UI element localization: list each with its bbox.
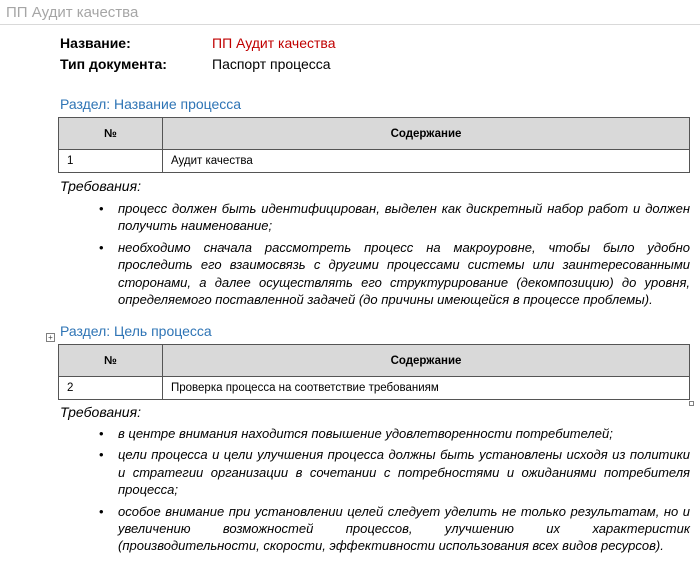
bullet-icon: • [99, 503, 104, 519]
requirements-label: Требования: [60, 178, 141, 194]
list-item [97, 446, 690, 498]
table-cell-content[interactable]: Проверка процесса на соответствие требованиям [163, 377, 690, 400]
table-header-content: Содержание [163, 118, 690, 150]
process-goal-table [58, 344, 690, 400]
table-header-number: № [59, 118, 163, 150]
requirement-text: особое внимание при установлении целей следует уделить не только результатам, но и увеличению возможностей процессов, улучшению их характеристик (производительности, скорости, эффективности использования всех видов ресурсов). [118, 503, 690, 554]
list-item [97, 200, 690, 235]
header-divider [0, 24, 700, 25]
meta-row-doc-type [60, 56, 331, 72]
section-heading-process-name: Раздел: Название процесса [60, 96, 242, 112]
bullet-icon: • [99, 447, 104, 463]
table-header-content: Содержание [163, 345, 690, 377]
table-cell-content[interactable]: Аудит качества [163, 150, 690, 173]
meta-label-doc-type: Тип документа: [60, 56, 167, 72]
bullet-icon: • [99, 426, 104, 441]
requirements-list [97, 200, 690, 312]
document-header-title: ПП Аудит качества [6, 4, 139, 21]
section-heading-process-goal: Раздел: Цель процесса [60, 323, 212, 339]
table-move-icon[interactable]: + [46, 333, 55, 342]
bullet-icon: • [99, 239, 104, 255]
table-header-row [59, 118, 690, 150]
requirement-text: процесс должен быть идентифицирован, выделен как дискретный набор работ и должен получить наименование; [118, 201, 690, 234]
list-item [97, 239, 690, 309]
table-row [59, 377, 690, 400]
table-cell-number[interactable]: 2 [59, 377, 163, 400]
meta-label-name: Название: [60, 35, 131, 51]
table-resize-handle[interactable] [689, 401, 694, 406]
list-item [97, 503, 690, 555]
meta-value-name: ПП Аудит качества [212, 35, 336, 51]
table-header-number: № [59, 345, 163, 377]
table-row [59, 150, 690, 173]
requirements-list [97, 425, 690, 559]
list-item [97, 425, 690, 442]
requirement-text: цели процесса и цели улучшения процесса должны быть установлены исходя из политики и стратегии организации в сочетании с потребностями и ожиданиями потребителя процесса; [118, 447, 690, 498]
meta-value-doc-type: Паспорт процесса [212, 56, 331, 72]
meta-row-name [60, 35, 336, 51]
process-name-table [58, 117, 690, 173]
requirement-text: в центре внимания находится повышение удовлетворенности потребителей; [118, 426, 613, 441]
requirements-label: Требования: [60, 404, 141, 420]
bullet-icon: • [99, 201, 104, 216]
requirement-text: необходимо сначала рассмотреть процесс на макроуровне, чтобы было удобно проследить его взаимосвязь с другими процессами системы или заинтересованными сторонами, а далее осуществлять его структурирование (декомпозицию) до уровня, определяемого поставленной задачей (до причины имеющейся в процессе проблемы). [118, 239, 690, 308]
table-header-row [59, 345, 690, 377]
table-cell-number[interactable]: 1 [59, 150, 163, 173]
